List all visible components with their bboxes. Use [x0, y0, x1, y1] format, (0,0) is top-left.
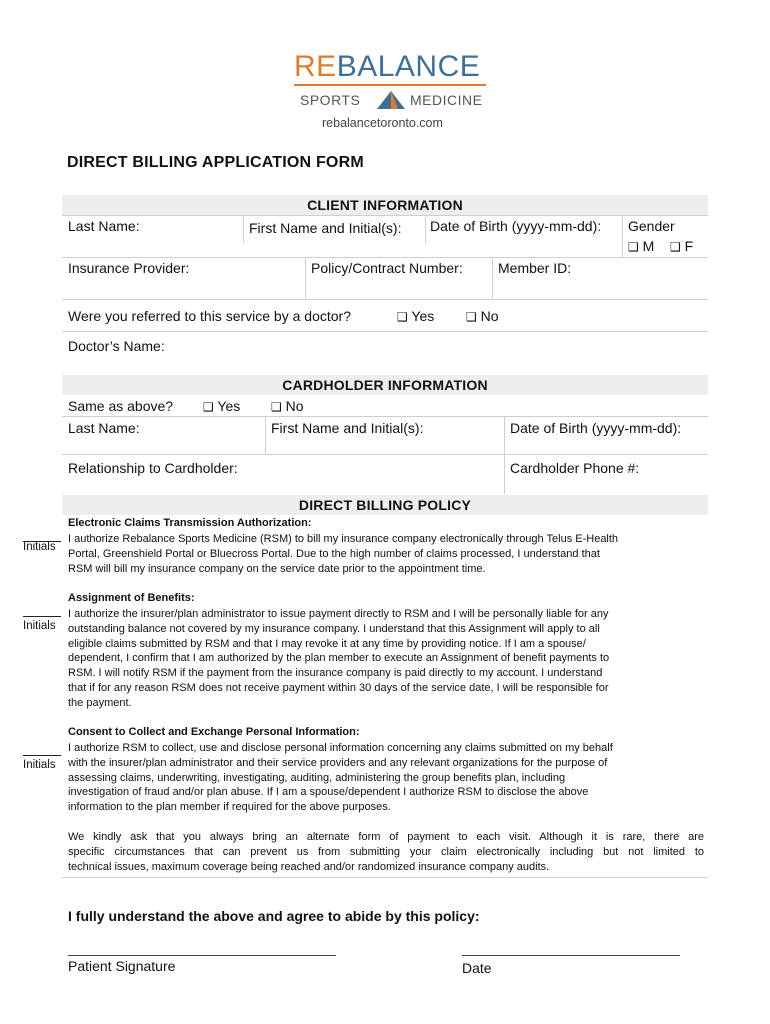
text-line: assessing claims, underwriting, investigating, auditing, administering the group benefits plan, including — [68, 771, 566, 784]
text-line: RSM. I will notify RSM if the payment from the insurance company is paid directly to my account. I understand — [68, 667, 603, 680]
initials-line[interactable] — [23, 616, 61, 617]
text-line: eligible claims submitted by RSM and that I may revoke it at any time by providing notice. If I am a spouse/ — [68, 637, 586, 650]
policy-section-title: Electronic Claims Transmission Authorization: — [68, 517, 312, 529]
same-yes-label: Yes — [217, 398, 241, 414]
text-line: investigation of fraud and/or plan abuse. If I am a spouse/dependent I authorize RSM to disclose the above — [68, 786, 589, 799]
initials-label: Initials — [23, 759, 56, 771]
mountain-icon — [376, 90, 406, 110]
gender-male-option[interactable] — [628, 238, 654, 254]
client-first-name-field[interactable]: First Name and Initial(s): — [249, 220, 402, 236]
checkbox-icon[interactable]: ❑ — [670, 240, 681, 254]
logo-url: rebalancetoronto.com — [322, 116, 443, 130]
same-as-above-question: Same as above? — [68, 398, 174, 414]
text-line: the payment. — [68, 696, 132, 709]
initials-line[interactable] — [23, 755, 61, 756]
divider — [62, 416, 708, 417]
same-as-above-yes-option[interactable] — [203, 398, 240, 414]
gender-m-label: M — [642, 238, 655, 254]
same-as-above-no-option[interactable] — [271, 398, 304, 414]
referral-question: Were you referred to this service by a doctor? — [68, 308, 351, 324]
payment-notice — [68, 830, 704, 874]
gender-f-label: F — [684, 238, 694, 254]
text-line: information to the plan member if required for the above purposes. — [68, 801, 391, 814]
text-line: technical issues, maximum coverage being reached and/or randomized insurance company audits. — [68, 860, 550, 873]
logo-rule — [294, 84, 486, 86]
text-line: Portal, Greenshield Portal or Bluecross Portal. Due to the high number of claims processed, I understand that — [68, 547, 600, 560]
divider — [243, 215, 244, 243]
cardholder-phone-field[interactable]: Cardholder Phone #: — [510, 460, 640, 476]
referral-yes-label: Yes — [411, 308, 435, 324]
initials-label: Initials — [23, 620, 56, 632]
member-id-field[interactable]: Member ID: — [498, 260, 572, 276]
checkbox-icon[interactable]: ❑ — [203, 400, 214, 414]
policy-section-title: Consent to Collect and Exchange Personal Information: — [68, 726, 360, 738]
policy-section-text — [68, 607, 704, 711]
date-label: Date — [462, 960, 492, 976]
cardholder-last-name-field[interactable]: Last Name: — [68, 420, 140, 436]
checkbox-icon[interactable]: ❑ — [628, 240, 639, 254]
text-line: specific circumstances that can prevent us from submitting your claim electronically including but not limited to — [68, 845, 704, 858]
logo-re: RE — [294, 50, 337, 83]
text-line: with the insurer/plan administrator and their service providers and any relevant organizations for the purpose of — [68, 756, 608, 769]
logo-subtitle — [294, 92, 486, 112]
cardholder-dob-field[interactable]: Date of Birth (yyyy-mm-dd): — [510, 420, 682, 436]
gender-label: Gender — [628, 218, 675, 234]
text-line: RSM will bill my insurance company on the service date prior to the appointment time. — [68, 562, 486, 575]
cardholder-information-heading: CARDHOLDER INFORMATION — [62, 375, 708, 395]
cardholder-first-name-field[interactable]: First Name and Initial(s): — [271, 420, 424, 436]
checkbox-icon[interactable]: ❑ — [271, 400, 282, 414]
referral-no-label: No — [480, 308, 499, 324]
divider — [622, 215, 623, 257]
divider — [62, 299, 708, 300]
initials-label: Initials — [23, 541, 56, 553]
date-line[interactable] — [462, 955, 680, 956]
divider — [492, 257, 493, 299]
client-information-heading: CLIENT INFORMATION — [62, 195, 708, 215]
form-title: DIRECT BILLING APPLICATION FORM — [67, 154, 364, 171]
divider — [62, 331, 708, 332]
policy-section-text — [68, 532, 704, 576]
checkbox-icon[interactable]: ❑ — [466, 310, 477, 324]
divider — [62, 257, 708, 258]
text-line: I authorize the insurer/plan administrator to issue payment directly to RSM and I will be personally liable for any — [68, 608, 609, 620]
client-last-name-field[interactable]: Last Name: — [68, 218, 140, 234]
client-dob-field[interactable]: Date of Birth (yyyy-mm-dd): — [430, 218, 602, 234]
text-line: that if for any reason RSM does not receive payment within 30 days of the service date, I will be responsible for — [68, 681, 609, 694]
logo-balance: BALANCE — [336, 50, 481, 83]
divider — [305, 257, 306, 299]
relationship-field[interactable]: Relationship to Cardholder: — [68, 460, 238, 476]
logo-wordmark — [294, 50, 480, 84]
patient-signature-line[interactable] — [68, 955, 336, 956]
checkbox-icon[interactable]: ❑ — [397, 310, 408, 324]
doctor-name-field[interactable]: Doctor’s Name: — [68, 338, 165, 354]
divider — [62, 215, 708, 216]
text-line: I authorize RSM to collect, use and disclose personal information concerning any claims submitted on my behalf — [68, 742, 613, 754]
same-no-label: No — [285, 398, 304, 414]
gender-female-option[interactable] — [670, 238, 693, 254]
text-line: We kindly ask that you always bring an alternate form of payment to each visit. Although it is rare, there are — [68, 831, 704, 843]
patient-signature-label: Patient Signature — [68, 958, 176, 974]
policy-number-field[interactable]: Policy/Contract Number: — [311, 260, 463, 276]
rebalance-logo — [288, 50, 488, 135]
policy-section-text — [68, 741, 704, 815]
divider — [62, 454, 708, 455]
referral-yes-option[interactable] — [397, 308, 434, 324]
insurance-provider-field[interactable]: Insurance Provider: — [68, 260, 190, 276]
direct-billing-policy-heading: DIRECT BILLING POLICY — [62, 495, 708, 515]
logo-sports: SPORTS — [300, 92, 361, 108]
divider — [265, 416, 266, 454]
text-line: dependent, I confirm that I am authorized by the plan member to execute an Assignment of benefit payments to — [68, 652, 610, 665]
agreement-statement: I fully understand the above and agree to abide by this policy: — [68, 908, 480, 924]
divider — [504, 416, 505, 494]
policy-section-title: Assignment of Benefits: — [68, 592, 195, 604]
text-line: I authorize Rebalance Sports Medicine (RSM) to bill my insurance company electronically through Telus E-Health — [68, 533, 619, 545]
logo-medicine: MEDICINE — [410, 92, 483, 108]
referral-no-option[interactable] — [466, 308, 499, 324]
text-line: outstanding balance not covered by my insurance company. I understand that this Assignment will apply to all — [68, 622, 600, 635]
divider — [425, 215, 426, 243]
divider — [62, 877, 708, 878]
